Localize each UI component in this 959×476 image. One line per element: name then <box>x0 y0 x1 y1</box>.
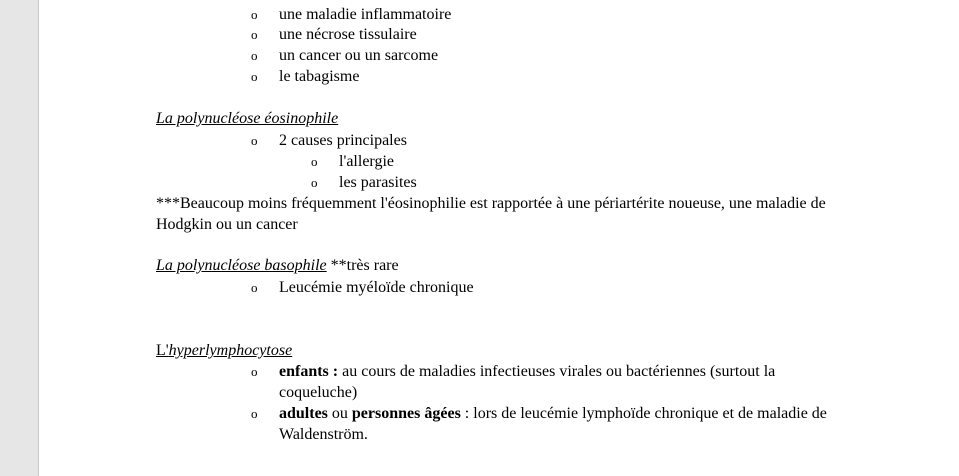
sub-list-bullet: o <box>311 154 318 169</box>
item-text: ou <box>327 405 352 422</box>
sub-list-bullet: o <box>311 175 318 190</box>
list-item-adults <box>279 403 827 424</box>
list-bullet: o <box>251 406 258 421</box>
bold-label: enfants : <box>279 363 339 380</box>
list-item-continuation: coqueluche) <box>279 384 358 401</box>
bold-label: personnes âgées <box>351 405 461 422</box>
list-item-children <box>279 361 775 382</box>
list-item: le tabagisme <box>279 68 360 85</box>
section-heading-basophile <box>156 255 399 276</box>
heading-prefix: L' <box>156 342 169 359</box>
list-item: une maladie inflammatoire <box>279 6 452 23</box>
list-bullet: o <box>251 133 258 148</box>
list-item: un cancer ou un sarcome <box>279 47 439 64</box>
heading-note: **très rare <box>326 257 399 274</box>
list-bullet: o <box>251 48 258 63</box>
list-item-continuation: Waldenström. <box>279 426 368 443</box>
note-text: ***Beaucoup moins fréquemment l'éosinophilie est rapportée à une périartérite noueuse, une maladie de <box>156 195 826 212</box>
section-heading-hyperlymphocytose <box>156 340 292 361</box>
sub-list-item: l'allergie <box>339 153 395 170</box>
item-text: au cours de maladies infectieuses virales ou bactériennes (surtout la <box>338 363 776 380</box>
list-bullet: o <box>251 27 258 42</box>
sub-list-item: les parasites <box>339 174 417 191</box>
document-page <box>38 0 959 476</box>
list-item: 2 causes principales <box>279 132 407 149</box>
list-item: une nécrose tissulaire <box>279 26 417 43</box>
section-heading-eosinophile: La polynucléose éosinophile <box>156 110 339 127</box>
heading-rest: hyperlymphocytose <box>168 342 293 359</box>
list-bullet: o <box>251 364 258 379</box>
list-bullet: o <box>251 69 258 84</box>
list-bullet: o <box>251 7 258 22</box>
heading-label: La polynucléose basophile <box>156 257 327 274</box>
list-bullet: o <box>251 280 258 295</box>
list-item: Leucémie myéloïde chronique <box>279 279 474 296</box>
item-text: : lors de leucémie lymphoïde chronique et de maladie de <box>460 405 827 422</box>
bold-label: adultes <box>279 405 328 422</box>
note-text: Hodgkin ou un cancer <box>156 216 298 233</box>
